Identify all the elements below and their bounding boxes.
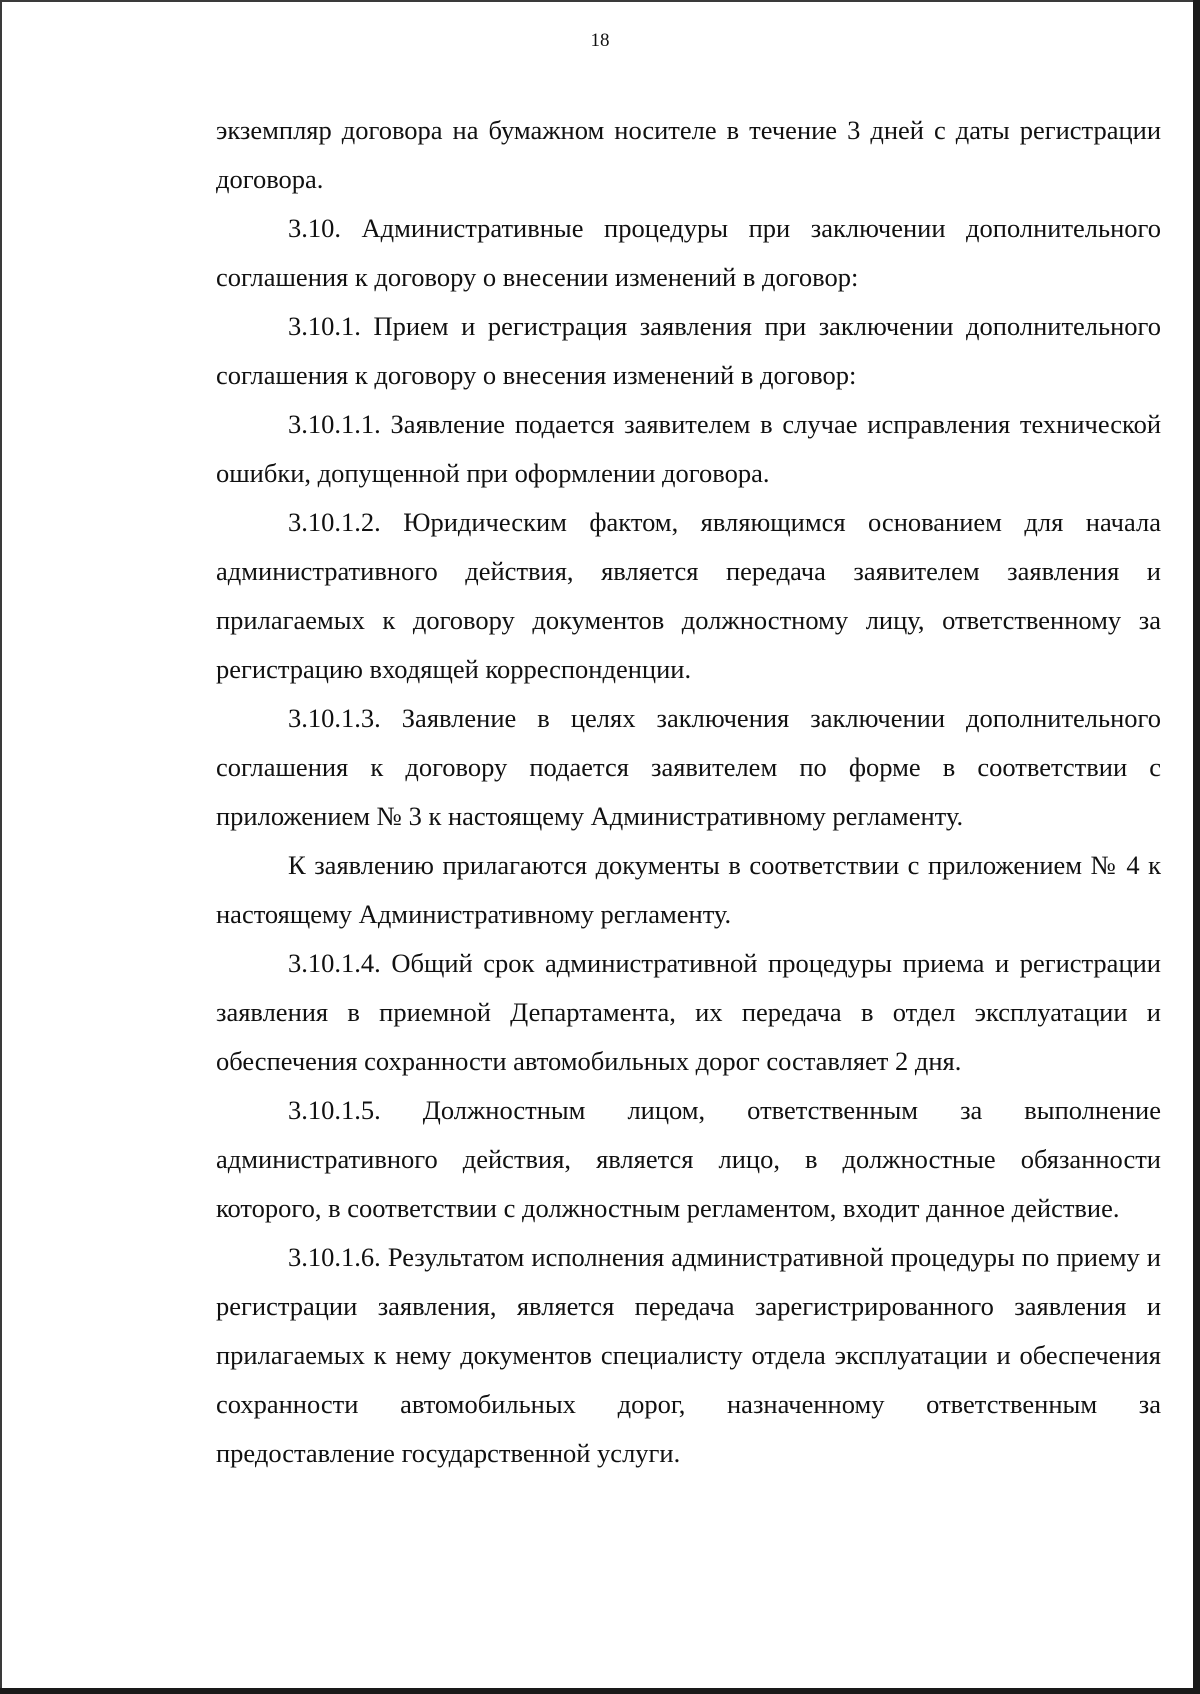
paragraph-continuation: экземпляр договора на бумажном носителе в течение 3 дней с даты регистрации договора.	[216, 115, 1161, 194]
paragraph-3-10-1-1: 3.10.1.1. Заявление подается заявителем в случае исправления технической ошибки, допущенной при оформлении договора.	[216, 409, 1161, 488]
paragraph-3-10-1: 3.10.1. Прием и регистрация заявления при заключении дополнительного соглашения к договору о внесения изменений в договор:	[216, 311, 1161, 390]
scan-border-right	[1193, 0, 1200, 1694]
scan-border-top	[0, 0, 1200, 2]
document-body	[216, 106, 1161, 1478]
paragraph-3-10: 3.10. Административные процедуры при заключении дополнительного соглашения к договору о внесении изменений в договор:	[216, 213, 1161, 292]
scan-border-bottom	[0, 1688, 1200, 1694]
paragraph-3-10-1-2: 3.10.1.2. Юридическим фактом, являющимся основанием для начала административного действия, является передача заявителем заявления и прилагаемых к договору документов должностному лицу, ответственному за регистрацию входящей корреспонденции.	[216, 507, 1161, 684]
paragraph-3-10-1-5: 3.10.1.5. Должностным лицом, ответственным за выполнение административного действия, является лицо, в должностные обязанности которого, в соответствии с должностным регламентом, входит данное действие.	[216, 1095, 1161, 1223]
paragraph-3-10-1-6: 3.10.1.6. Результатом исполнения административной процедуры по приему и регистрации заявления, является передача зарегистрированного заявления и прилагаемых к нему документов специалисту отдела эксплуатации и обеспечения сохранности автомобильных дорог, назначенному ответственным за предоставление государственной услуги.	[216, 1242, 1161, 1468]
paragraph-3-10-1-3: 3.10.1.3. Заявление в целях заключения заключении дополнительного соглашения к договору подается заявителем по форме в соответствии с приложением № 3 к настоящему Административному регламенту.	[216, 703, 1161, 831]
paragraph-attachments: К заявлению прилагаются документы в соответствии с приложением № 4 к настоящему Административному регламенту.	[216, 850, 1161, 929]
paragraph-3-10-1-4: 3.10.1.4. Общий срок административной процедуры приема и регистрации заявления в приемной Департамента, их передача в отдел эксплуатации и обеспечения сохранности автомобильных дорог составляет 2 дня.	[216, 948, 1161, 1076]
page-number: 18	[590, 30, 610, 51]
scan-border-left	[0, 0, 2, 1694]
